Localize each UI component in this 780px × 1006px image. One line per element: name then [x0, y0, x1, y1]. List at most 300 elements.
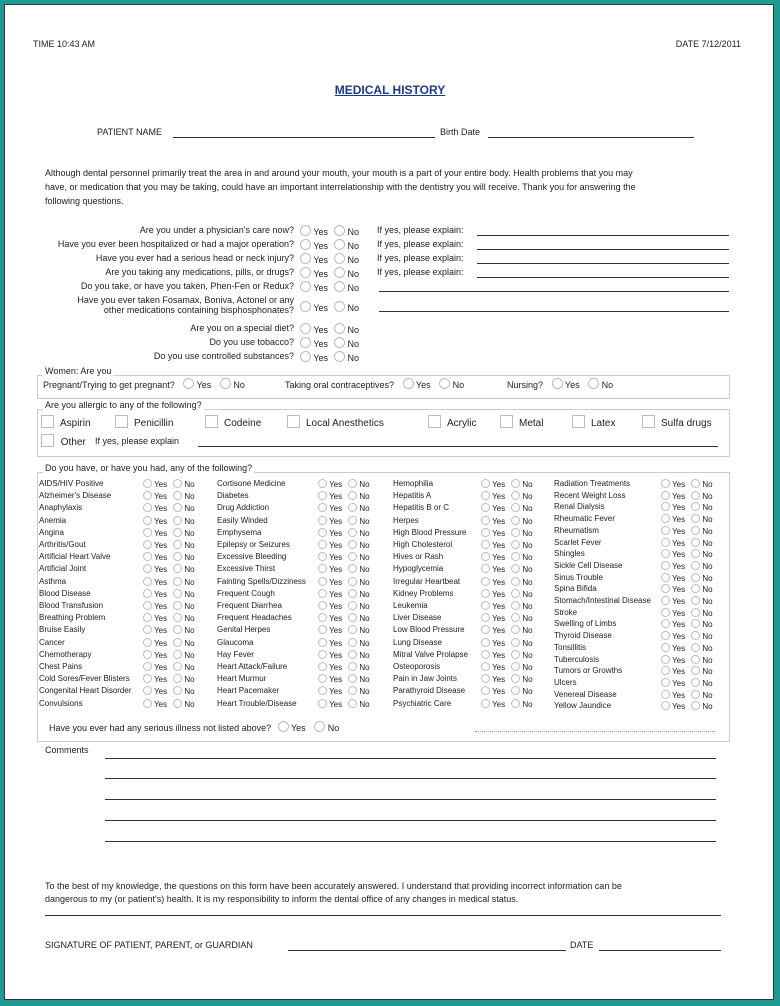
- radio-yes[interactable]: [403, 378, 414, 389]
- comments-line[interactable]: [105, 778, 716, 779]
- radio-no[interactable]: [334, 239, 345, 250]
- checkbox[interactable]: [642, 415, 655, 428]
- radio-no[interactable]: [348, 625, 357, 634]
- radio-yes[interactable]: [661, 631, 670, 640]
- condition-label: Arthritis/Gout: [39, 540, 86, 549]
- no-label: No: [359, 675, 370, 684]
- condition-label: Hives or Rash: [393, 552, 444, 561]
- radio-no[interactable]: [173, 662, 182, 671]
- radio-yes[interactable]: [318, 491, 327, 500]
- allergy-label: Latex: [591, 418, 616, 429]
- radio-no[interactable]: [334, 323, 345, 334]
- radio-yes[interactable]: [481, 662, 490, 671]
- condition-label: Congenital Heart Disorder: [39, 686, 132, 695]
- radio-yes[interactable]: [481, 564, 490, 573]
- radio-no[interactable]: [691, 655, 700, 664]
- radio-yes[interactable]: [318, 589, 327, 598]
- radio-no[interactable]: [511, 601, 520, 610]
- radio-no[interactable]: [173, 479, 182, 488]
- radio-yes[interactable]: [481, 503, 490, 512]
- question-yes-no: [300, 301, 359, 313]
- yes-label: Yes: [492, 626, 506, 635]
- radio-no[interactable]: [691, 678, 700, 687]
- radio-yes[interactable]: [318, 564, 327, 573]
- radio-no[interactable]: [173, 516, 182, 525]
- no-label: No: [702, 550, 713, 559]
- radio-yes[interactable]: [661, 526, 670, 535]
- yes-label: Yes: [492, 529, 506, 538]
- checkbox[interactable]: [115, 415, 128, 428]
- radio-yes[interactable]: [300, 351, 311, 362]
- radio-yes[interactable]: [661, 491, 670, 500]
- radio-no[interactable]: [348, 674, 357, 683]
- radio-yes[interactable]: [143, 638, 152, 647]
- radio-yes[interactable]: [300, 323, 311, 334]
- radio-yes[interactable]: [143, 540, 152, 549]
- radio-no[interactable]: [691, 549, 700, 558]
- radio-no[interactable]: [511, 479, 520, 488]
- yes-label: Yes: [492, 492, 506, 501]
- condition-yes-no: [318, 564, 370, 574]
- radio-no[interactable]: [334, 351, 345, 362]
- no-label: No: [347, 283, 360, 293]
- radio-no[interactable]: [691, 526, 700, 535]
- radio-no[interactable]: [334, 281, 345, 292]
- radio-yes[interactable]: [143, 601, 152, 610]
- radio-yes[interactable]: [661, 655, 670, 664]
- radio-no[interactable]: [173, 491, 182, 500]
- allergy-explain-field[interactable]: [198, 446, 718, 447]
- radio-yes[interactable]: [300, 253, 311, 264]
- radio-yes[interactable]: [318, 625, 327, 634]
- comments-line[interactable]: [105, 820, 716, 821]
- radio-yes[interactable]: [278, 721, 289, 732]
- radio-yes[interactable]: [661, 608, 670, 617]
- radio-yes[interactable]: [300, 267, 311, 278]
- radio-yes[interactable]: [183, 378, 194, 389]
- radio-no[interactable]: [691, 502, 700, 511]
- radio-yes[interactable]: [661, 573, 670, 582]
- radio-no[interactable]: [691, 666, 700, 675]
- radio-yes[interactable]: [661, 619, 670, 628]
- radio-yes[interactable]: [661, 479, 670, 488]
- radio-no[interactable]: [173, 552, 182, 561]
- condition-yes-no: [143, 540, 195, 550]
- radio-no[interactable]: [511, 613, 520, 622]
- radio-yes[interactable]: [318, 686, 327, 695]
- radio-yes[interactable]: [300, 301, 311, 312]
- radio-yes[interactable]: [318, 638, 327, 647]
- no-label: No: [702, 480, 713, 489]
- yes-label: Yes: [564, 380, 580, 390]
- radio-yes[interactable]: [300, 225, 311, 236]
- radio-yes[interactable]: [143, 479, 152, 488]
- radio-no[interactable]: [348, 491, 357, 500]
- radio-yes[interactable]: [143, 564, 152, 573]
- radio-yes[interactable]: [318, 601, 327, 610]
- radio-no[interactable]: [511, 650, 520, 659]
- radio-no[interactable]: [348, 479, 357, 488]
- radio-no[interactable]: [691, 561, 700, 570]
- condition-yes-no: [661, 526, 713, 536]
- radio-no[interactable]: [691, 596, 700, 605]
- radio-yes[interactable]: [143, 686, 152, 695]
- radio-yes[interactable]: [661, 666, 670, 675]
- question-label-cont: other medications containing bisphosphonates?: [103, 305, 294, 315]
- radio-no[interactable]: [173, 564, 182, 573]
- yes-label: Yes: [672, 679, 686, 688]
- radio-yes[interactable]: [481, 491, 490, 500]
- yes-label: Yes: [492, 700, 506, 709]
- radio-no[interactable]: [691, 619, 700, 628]
- radio-yes[interactable]: [143, 503, 152, 512]
- radio-no[interactable]: [348, 613, 357, 622]
- explain-field[interactable]: [477, 263, 729, 264]
- radio-no[interactable]: [173, 686, 182, 695]
- no-label: No: [702, 574, 713, 583]
- condition-label: Pain in Jaw Joints: [393, 674, 458, 683]
- radio-yes[interactable]: [143, 650, 152, 659]
- allergy-item: [428, 415, 476, 429]
- radio-yes[interactable]: [300, 239, 311, 250]
- condition-label: Ulcers: [554, 678, 577, 687]
- condition-label: Thyroid Disease: [554, 631, 612, 640]
- radio-yes[interactable]: [318, 516, 327, 525]
- yes-label: Yes: [154, 700, 168, 709]
- yes-label: Yes: [329, 626, 343, 635]
- no-label: No: [347, 255, 360, 265]
- radio-no[interactable]: [588, 378, 599, 389]
- radio-no[interactable]: [173, 699, 182, 708]
- comments-line[interactable]: [105, 799, 716, 800]
- question-yes-no: [300, 239, 359, 251]
- radio-yes[interactable]: [481, 650, 490, 659]
- radio-yes[interactable]: [661, 678, 670, 687]
- signature-date-label: DATE: [570, 940, 594, 950]
- radio-no[interactable]: [173, 601, 182, 610]
- radio-no[interactable]: [511, 662, 520, 671]
- explain-field[interactable]: [477, 277, 729, 278]
- yes-label: Yes: [672, 527, 686, 536]
- radio-yes[interactable]: [143, 528, 152, 537]
- condition-yes-no: [318, 699, 370, 709]
- condition-yes-no: [318, 601, 370, 611]
- radio-yes[interactable]: [661, 690, 670, 699]
- no-label: No: [359, 626, 370, 635]
- condition-label: Diabetes: [217, 491, 249, 500]
- radio-no[interactable]: [511, 503, 520, 512]
- condition-label: Glaucoma: [217, 638, 254, 647]
- radio-yes[interactable]: [661, 549, 670, 558]
- radio-no[interactable]: [348, 552, 357, 561]
- radio-no[interactable]: [348, 540, 357, 549]
- serious-illness-label: Have you ever had any serious illness not listed above?: [49, 723, 272, 733]
- yes-label: Yes: [313, 353, 329, 363]
- no-label: No: [359, 504, 370, 513]
- radio-no[interactable]: [691, 514, 700, 523]
- yes-label: Yes: [154, 639, 168, 648]
- radio-yes[interactable]: [552, 378, 563, 389]
- condition-label: Tuberculosis: [554, 655, 600, 664]
- checkbox[interactable]: [428, 415, 441, 428]
- radio-yes[interactable]: [143, 613, 152, 622]
- question-label: Do you take, or have you taken, Phen-Fen or Redux?: [80, 281, 294, 291]
- yes-label: Yes: [154, 651, 168, 660]
- serious-illness-explain-field[interactable]: [475, 731, 715, 732]
- radio-yes[interactable]: [481, 613, 490, 622]
- radio-no[interactable]: [173, 540, 182, 549]
- condition-yes-no: [481, 479, 533, 489]
- radio-yes[interactable]: [481, 638, 490, 647]
- radio-no[interactable]: [691, 690, 700, 699]
- no-label: No: [702, 562, 713, 571]
- no-label: No: [184, 614, 195, 623]
- radio-yes[interactable]: [318, 503, 327, 512]
- radio-no[interactable]: [348, 577, 357, 586]
- intro-line: following questions.: [45, 196, 124, 206]
- condition-label: Fainting Spells/Dizziness: [217, 577, 306, 586]
- radio-yes[interactable]: [481, 552, 490, 561]
- radio-yes[interactable]: [318, 479, 327, 488]
- radio-no[interactable]: [173, 638, 182, 647]
- radio-yes[interactable]: [481, 625, 490, 634]
- radio-no[interactable]: [511, 552, 520, 561]
- explain-field[interactable]: [379, 291, 729, 292]
- radio-yes[interactable]: [300, 337, 311, 348]
- question-yes-no: [300, 323, 359, 335]
- radio-yes[interactable]: [143, 674, 152, 683]
- condition-label: Low Blood Pressure: [393, 625, 465, 634]
- radio-yes[interactable]: [143, 662, 152, 671]
- condition-yes-no: [661, 549, 713, 559]
- radio-no[interactable]: [314, 721, 325, 732]
- radio-yes[interactable]: [143, 516, 152, 525]
- checkbox[interactable]: [205, 415, 218, 428]
- radio-no[interactable]: [439, 378, 450, 389]
- date-stamp: DATE 7/12/2011: [675, 39, 741, 49]
- radio-no[interactable]: [348, 589, 357, 598]
- radio-no[interactable]: [348, 528, 357, 537]
- checkbox[interactable]: [41, 434, 54, 447]
- radio-yes[interactable]: [661, 643, 670, 652]
- radio-no[interactable]: [173, 613, 182, 622]
- no-label: No: [522, 614, 533, 623]
- radio-yes[interactable]: [318, 577, 327, 586]
- radio-no[interactable]: [511, 674, 520, 683]
- checkbox[interactable]: [287, 415, 300, 428]
- radio-no[interactable]: [511, 540, 520, 549]
- allergy-item: [115, 415, 173, 429]
- radio-no[interactable]: [173, 589, 182, 598]
- radio-yes[interactable]: [481, 601, 490, 610]
- radio-yes[interactable]: [143, 577, 152, 586]
- no-label: No: [702, 620, 713, 629]
- yes-label: Yes: [672, 656, 686, 665]
- radio-no[interactable]: [691, 608, 700, 617]
- radio-no[interactable]: [511, 589, 520, 598]
- radio-no[interactable]: [691, 701, 700, 710]
- radio-yes[interactable]: [661, 596, 670, 605]
- no-label: No: [359, 578, 370, 587]
- radio-yes[interactable]: [481, 699, 490, 708]
- radio-yes[interactable]: [318, 540, 327, 549]
- radio-no[interactable]: [348, 564, 357, 573]
- radio-yes[interactable]: [661, 514, 670, 523]
- radio-no[interactable]: [511, 491, 520, 500]
- comments-line[interactable]: [105, 758, 716, 759]
- radio-no[interactable]: [511, 528, 520, 537]
- radio-yes[interactable]: [481, 686, 490, 695]
- radio-no[interactable]: [173, 528, 182, 537]
- closing-rule: [45, 915, 721, 916]
- radio-yes[interactable]: [143, 699, 152, 708]
- radio-no[interactable]: [334, 267, 345, 278]
- condition-yes-no: [481, 601, 533, 611]
- condition-label: Artificial Joint: [39, 564, 87, 573]
- radio-yes[interactable]: [661, 584, 670, 593]
- radio-yes[interactable]: [661, 538, 670, 547]
- radio-no[interactable]: [511, 564, 520, 573]
- no-label: No: [522, 578, 533, 587]
- yes-label: Yes: [196, 380, 212, 390]
- radio-no[interactable]: [173, 577, 182, 586]
- no-label: No: [702, 691, 713, 700]
- condition-yes-no: [143, 625, 195, 635]
- time-stamp: TIME 10:43 AM: [33, 39, 96, 49]
- radio-yes[interactable]: [318, 662, 327, 671]
- yes-label: Yes: [154, 590, 168, 599]
- radio-no[interactable]: [691, 584, 700, 593]
- radio-no[interactable]: [348, 662, 357, 671]
- explain-field[interactable]: [379, 311, 729, 312]
- radio-no[interactable]: [691, 631, 700, 640]
- radio-yes[interactable]: [143, 491, 152, 500]
- radio-no[interactable]: [691, 479, 700, 488]
- question-label: Are you taking any medications, pills, or drugs?: [105, 267, 294, 277]
- condition-label: Frequent Cough: [217, 589, 275, 598]
- radio-yes[interactable]: [318, 613, 327, 622]
- radio-yes[interactable]: [661, 701, 670, 710]
- radio-no[interactable]: [173, 650, 182, 659]
- radio-no[interactable]: [334, 337, 345, 348]
- no-label: No: [702, 503, 713, 512]
- radio-yes[interactable]: [661, 561, 670, 570]
- radio-no[interactable]: [348, 699, 357, 708]
- radio-no[interactable]: [348, 650, 357, 659]
- radio-no[interactable]: [334, 225, 345, 236]
- radio-no[interactable]: [348, 686, 357, 695]
- radio-no[interactable]: [348, 638, 357, 647]
- radio-no[interactable]: [348, 503, 357, 512]
- radio-no[interactable]: [691, 573, 700, 582]
- radio-yes[interactable]: [481, 540, 490, 549]
- condition-label: Cancer: [39, 638, 65, 647]
- condition-label: Hepatitis B or C: [393, 503, 450, 512]
- radio-yes[interactable]: [481, 516, 490, 525]
- patient-name-field[interactable]: [173, 137, 435, 138]
- radio-no[interactable]: [334, 253, 345, 264]
- radio-yes[interactable]: [481, 674, 490, 683]
- radio-yes[interactable]: [318, 528, 327, 537]
- condition-yes-no: [481, 589, 533, 599]
- radio-no[interactable]: [511, 699, 520, 708]
- comments-line[interactable]: [105, 841, 716, 842]
- explain-field[interactable]: [477, 235, 729, 236]
- condition-label: Tonsillitis: [554, 643, 587, 652]
- yes-label: Yes: [329, 492, 343, 501]
- no-label: No: [702, 679, 713, 688]
- radio-yes[interactable]: [300, 281, 311, 292]
- no-label: No: [452, 380, 465, 390]
- radio-no[interactable]: [511, 625, 520, 634]
- radio-no[interactable]: [511, 516, 520, 525]
- condition-label: Easily Winded: [217, 516, 268, 525]
- radio-no[interactable]: [334, 301, 345, 312]
- radio-yes[interactable]: [143, 589, 152, 598]
- radio-yes[interactable]: [481, 528, 490, 537]
- radio-yes[interactable]: [318, 650, 327, 659]
- radio-yes[interactable]: [143, 552, 152, 561]
- yes-label: Yes: [672, 667, 686, 676]
- no-label: No: [702, 597, 713, 606]
- radio-yes[interactable]: [318, 674, 327, 683]
- yes-label: Yes: [329, 700, 343, 709]
- radio-no[interactable]: [691, 491, 700, 500]
- radio-no[interactable]: [511, 577, 520, 586]
- radio-no[interactable]: [691, 643, 700, 652]
- condition-yes-no: [318, 577, 370, 587]
- condition-yes-no: [318, 540, 370, 550]
- radio-no[interactable]: [173, 674, 182, 683]
- yes-label: Yes: [154, 614, 168, 623]
- checkbox[interactable]: [500, 415, 513, 428]
- radio-no[interactable]: [511, 686, 520, 695]
- radio-no[interactable]: [173, 503, 182, 512]
- condition-label: High Cholesterol: [393, 540, 453, 549]
- birth-date-field[interactable]: [488, 137, 694, 138]
- condition-yes-no: [318, 674, 370, 684]
- condition-label: Lung Disease: [393, 638, 442, 647]
- radio-yes[interactable]: [481, 589, 490, 598]
- radio-no[interactable]: [220, 378, 231, 389]
- radio-no[interactable]: [173, 625, 182, 634]
- signature-date-field[interactable]: [599, 950, 721, 951]
- condition-label: Alzheimer's Disease: [39, 491, 112, 500]
- radio-yes[interactable]: [481, 479, 490, 488]
- allergy-label: Aspirin: [60, 418, 91, 429]
- condition-yes-no: [143, 686, 195, 696]
- checkbox[interactable]: [572, 415, 585, 428]
- checkbox[interactable]: [41, 415, 54, 428]
- condition-yes-no: [661, 701, 713, 711]
- question-yes-no: [300, 281, 359, 293]
- radio-yes[interactable]: [318, 699, 327, 708]
- yes-label: Yes: [154, 492, 168, 501]
- signature-field[interactable]: [288, 950, 566, 951]
- radio-no[interactable]: [691, 538, 700, 547]
- radio-no[interactable]: [511, 638, 520, 647]
- yes-label: Yes: [329, 614, 343, 623]
- radio-yes[interactable]: [661, 502, 670, 511]
- radio-no[interactable]: [348, 516, 357, 525]
- radio-no[interactable]: [348, 601, 357, 610]
- radio-yes[interactable]: [318, 552, 327, 561]
- condition-yes-no: [143, 528, 195, 538]
- radio-yes[interactable]: [143, 625, 152, 634]
- explain-field[interactable]: [477, 249, 729, 250]
- radio-yes[interactable]: [481, 577, 490, 586]
- yes-label: Yes: [672, 550, 686, 559]
